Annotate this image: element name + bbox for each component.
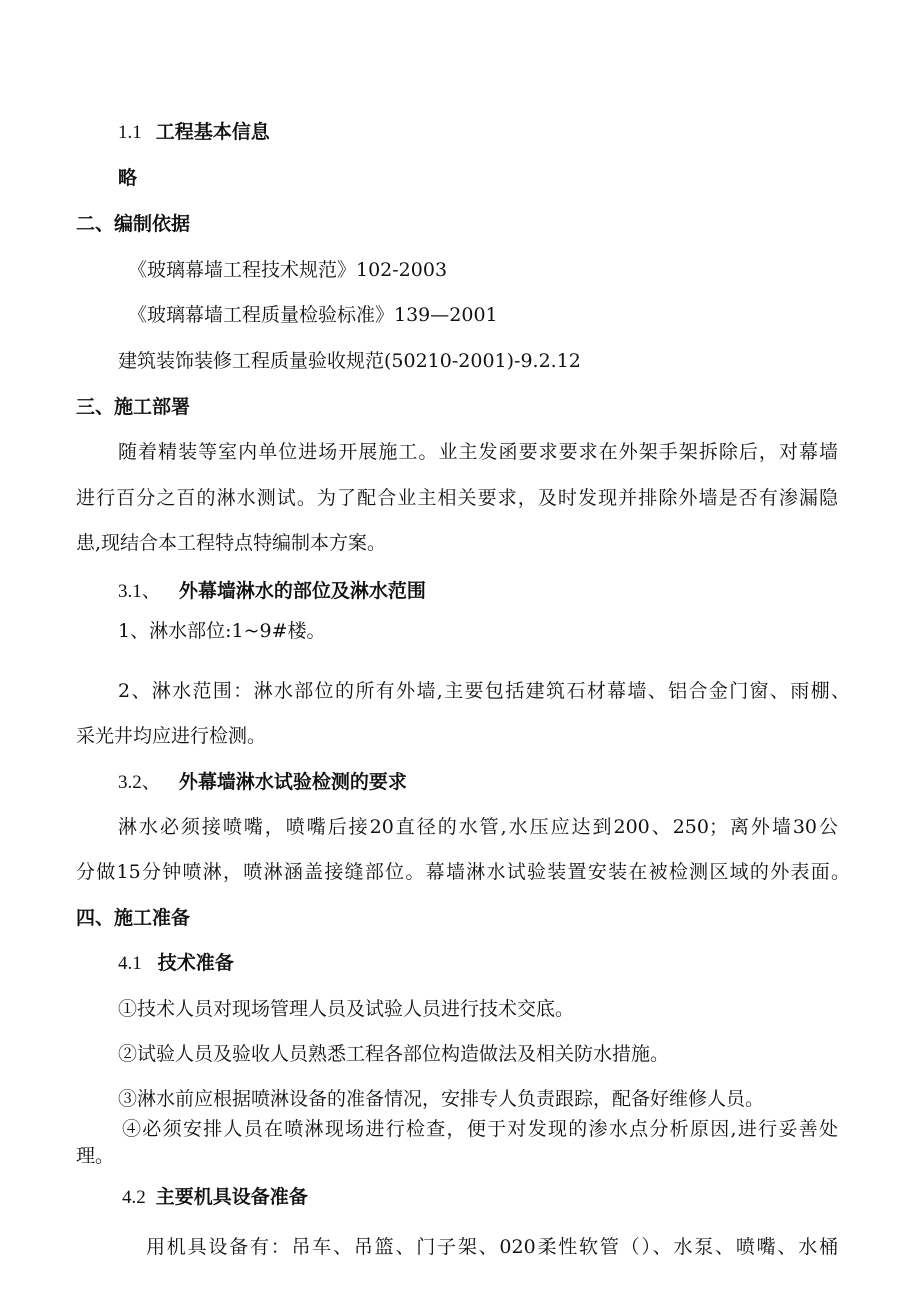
paragraph-line: 淋水必须接喷嘴，喷嘴后接20直径的水管,水压应达到200、250；离外墙30公: [118, 816, 838, 838]
paragraph-line: 患,现结合本工程特点特编制本方案。: [76, 532, 387, 554]
paragraph-line: 随着精装等室内单位进场开展施工。业主发函要求要求在外架手架拆除后，对幕墙: [118, 441, 838, 463]
heading-title: 外幕墙淋水的部位及淋水范围: [178, 580, 426, 602]
reference-2: 《玻璃幕墙工程质量检验标准》139—2001: [128, 304, 498, 326]
section-1-1-body: 略: [118, 167, 138, 189]
list-item: ③淋水前应根据喷淋设备的准备情况，安排专人负责跟踪，配备好维修人员。: [118, 1088, 765, 1110]
heading-4-2: [122, 1184, 308, 1211]
list-item: ①技术人员对现场管理人员及试验人员进行技术交底。: [118, 998, 575, 1020]
heading-number: 3.2、: [118, 772, 161, 793]
heading-number: 1.1: [118, 122, 142, 143]
heading-3: 三、施工部署: [76, 396, 191, 418]
heading-number: 3.1、: [118, 581, 161, 602]
heading-title: 技术准备: [157, 952, 234, 974]
heading-number: 4.2: [122, 1187, 146, 1208]
list-item: 1、淋水部位:1~9#楼。: [118, 620, 326, 642]
list-item: ②试验人员及验收人员熟悉工程各部位构造做法及相关防水措施。: [118, 1043, 670, 1065]
list-item-line: 理。: [76, 1145, 115, 1167]
heading-number: 4.1: [118, 953, 142, 974]
reference-3: 建筑装饰装修工程质量验收规范(50210-2001)-9.2.12: [118, 350, 581, 372]
list-item-line: 2、淋水范围：淋水部位的所有外墙,主要包括建筑石材幕墙、铝合金门窗、雨棚、: [118, 680, 850, 702]
list-item-line: ④必须安排人员在喷淋现场进行检查，便于对发现的渗水点分析原因,进行妥善处: [122, 1118, 838, 1140]
heading-3-2: [118, 769, 407, 796]
heading-1-1: [118, 119, 270, 146]
paragraph-line: 分做15分钟喷淋，喷淋涵盖接缝部位。幕墙淋水试验装置安装在被检测区域的外表面。: [76, 861, 850, 883]
paragraph-line: 用机具设备有：吊车、吊篮、门子架、020柔性软管（）、水泵、喷嘴、水桶: [146, 1236, 838, 1258]
heading-title: 工程基本信息: [155, 121, 270, 143]
heading-3-1: [118, 578, 426, 605]
list-item-line: 采光井均应进行检测。: [76, 725, 267, 747]
heading-title: 外幕墙淋水试验检测的要求: [178, 771, 407, 793]
heading-title: 主要机具设备准备: [155, 1186, 308, 1208]
heading-4: 四、施工准备: [76, 907, 191, 929]
heading-4-1: [118, 950, 234, 977]
reference-1: 《玻璃幕墙工程技术规范》102-2003: [128, 259, 448, 281]
heading-2: 二、编制依据: [76, 213, 191, 235]
paragraph-line: 进行百分之百的淋水测试。为了配合业主相关要求，及时发现并排除外墙是否有渗漏隐: [76, 487, 838, 509]
